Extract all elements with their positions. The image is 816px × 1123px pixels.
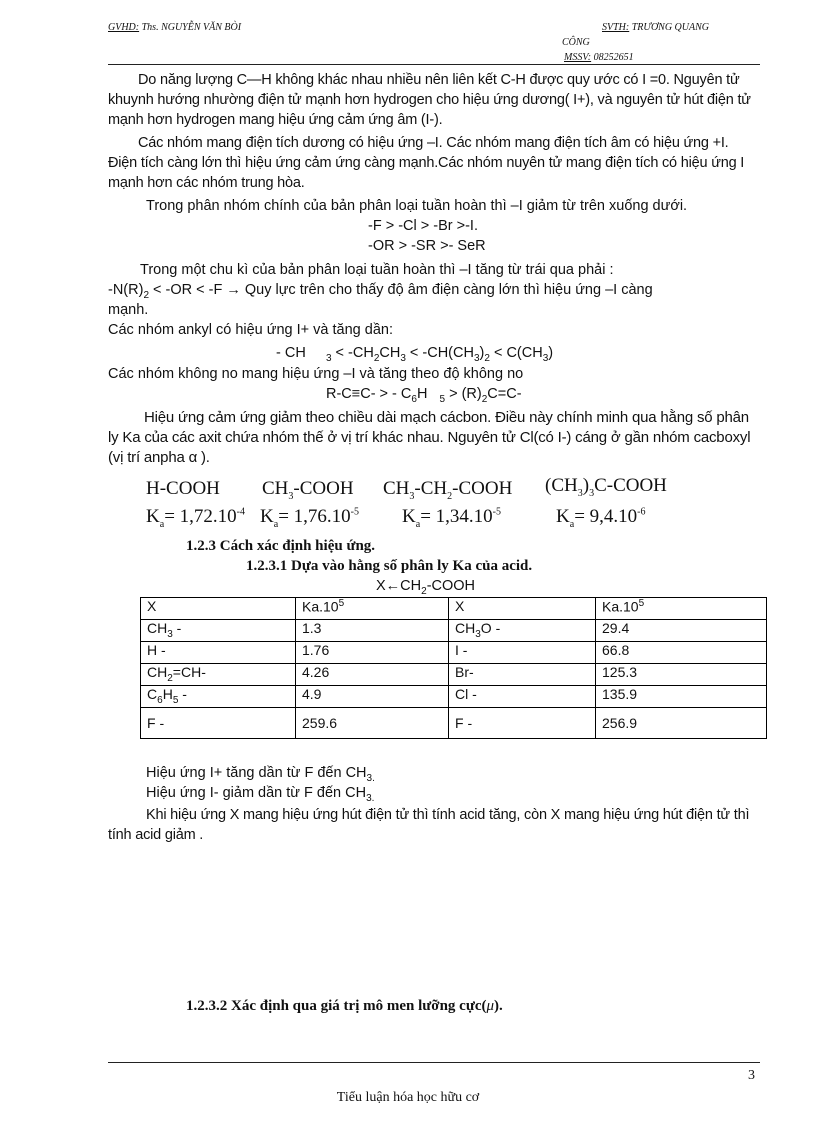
footer-rule: [108, 1062, 760, 1063]
paragraph-conclusion: Khi hiệu ứng X mang hiệu ứng hút điện tử thì tính acid tăng, còn X mang hiệu ứng hút điện tử thì tính acid giảm .: [108, 807, 750, 843]
table-cell: Cl -: [449, 686, 596, 708]
header-ka-text: Ka.10: [602, 598, 639, 615]
table-row: [141, 620, 767, 642]
table-cell: F -: [449, 708, 596, 739]
ka-propionic-value: 1,34.10: [435, 506, 493, 527]
page-number: 3: [748, 1068, 755, 1083]
table-header-row: [141, 598, 767, 620]
table-cell: 4.9: [296, 686, 449, 708]
table-cell: 29.4: [596, 620, 767, 642]
table-cell: 4.26: [296, 664, 449, 686]
paragraph-5-text: < -OR < -F → Quy lực trên cho thấy độ âm điện càng lớn thì hiệu ứng –I càng: [153, 282, 653, 298]
ka-formic: $K_a= 1,72.10^{-4}$: [146, 506, 245, 530]
paragraph-6: Các nhóm ankyl có hiệu ứng I+ và tăng dần:: [108, 322, 393, 338]
table-cell: 256.9: [596, 708, 767, 739]
table-header-cell: $Ka.10^5$: [596, 598, 767, 620]
acid-formic: H-COOH: [146, 478, 220, 499]
header-mssv: [564, 52, 634, 63]
mssv-label: MSSV:: [564, 52, 592, 63]
ka-table: [140, 597, 767, 739]
acid-acetic: $CH_3$-COOH: [262, 478, 354, 502]
equation-unsaturated: R-C≡C- > - $C_6H$ $_5 > (R)_2C=C-$: [326, 386, 522, 405]
note-i-plus-text: Hiệu ứng I+ tăng dần từ F đến CH: [146, 765, 367, 781]
heading-1-2-3-2-text: 1.2.3.2 Xác định qua giá trị mô men lưỡng cực(: [186, 998, 487, 1014]
equation-alkyl: - CH $_3 < -CH_2CH_3 < -CH(CH_3)_2 < C(CH_3)$: [276, 345, 554, 364]
ka-acetic: $K_a= 1,76.10^{-5}$: [260, 506, 359, 530]
heading-1-2-3-2-end: ).: [494, 998, 503, 1014]
mssv-value: 08252651: [593, 52, 634, 63]
ka-propionic-exp: -5: [492, 506, 501, 518]
note-i-plus: Hiệu ứng I+ tăng dần từ F đến $CH_{3.}$: [146, 765, 375, 784]
paragraph-2: Các nhóm mang điện tích dương có hiệu ứng –I. Các nhóm mang điện tích âm có hiệu ứng +I. Điện tích càng lớn thì hiệu ứng cảm ứng càng mạnh.Các nhóm nuyên tử mang điện tích có hiệu ứng I mạnh hơn các nhóm trung hòa.: [108, 135, 745, 191]
paragraph-4: Trong một chu kì của bản phân loại tuần hoàn thì –I tăng từ trái qua phải :: [140, 262, 614, 278]
heading-1-2-3-2: 1.2.3.2 Xác định qua giá trị mô men lưỡng cực(μ).: [186, 998, 503, 1014]
heading-1-2-3-1: 1.2.3.1 Dựa vào hằng số phân ly Ka của acid.: [246, 558, 533, 574]
ka-pivalic-exp: -6: [637, 506, 646, 518]
table-row: [141, 642, 767, 664]
table-cell: 125.3: [596, 664, 767, 686]
paragraph-3: Trong phân nhóm chính của bản phân loại tuần hoàn thì –I giảm từ trên xuống dưới.: [146, 198, 688, 214]
table-cell: F -: [141, 708, 296, 739]
table-row: [141, 708, 767, 739]
paragraph-8: Hiệu ứng cảm ứng giảm theo chiều dài mạch cácbon. Điều này chính minh qua hằng số phân ly Ka của các axit chứa nhóm thế ở vị trí khác nhau. Nguyên tử Cl(có I-) cáng ở gần nhóm cacboxyl (vị trí anpha α ).: [108, 409, 751, 466]
table-row: [141, 664, 767, 686]
table-cell: 66.8: [596, 642, 767, 664]
ka-propionic: $K_a= 1,34.10^{-5}$: [402, 506, 501, 530]
ka-pivalic: $K_a= 9,4.10^{-6}$: [556, 506, 646, 530]
table-cell: H -: [141, 642, 296, 664]
ka-acetic-value: 1,76.10: [293, 506, 351, 527]
table-cell: Br-: [449, 664, 596, 686]
header-supervisor: [108, 22, 241, 33]
paragraph-7: Các nhóm không no mang hiệu ứng –I và tăng theo độ không no: [108, 366, 524, 382]
header-rule: [108, 64, 760, 65]
table-header-cell: X: [449, 598, 596, 620]
ka-acetic-exp: -5: [350, 506, 359, 518]
paragraph-1: Do năng lượng C—H không khác nhau nhiều nên liên kết C-H được quy ước có I =0. Nguyên tử khuynh hướng nhường điện tử mạnh hơn hydrogen cho hiệu ứng dương( I+), và nguyên tử hút điện tử mạnh hơn hydrogen mang hiệu ứng cảm ứng âm (I-).: [108, 72, 751, 128]
table-cell: I -: [449, 642, 596, 664]
supervisor-name: Ths. NGUYỄN VĂN BÒI: [141, 22, 242, 33]
equation-halogen: -F > -Cl > -Br >-I.: [368, 218, 478, 234]
table-cell: $CH_2=CH-$: [141, 664, 296, 686]
acid-propionic: $CH_3-CH_2$-COOH: [383, 478, 513, 502]
note-i-minus-text: Hiệu ứng I- giảm dần từ F đến CH: [146, 785, 367, 801]
header-student-name2: CÔNG: [562, 37, 590, 48]
table-cell: 1.76: [296, 642, 449, 664]
note-i-minus: Hiệu ứng I- giảm dần từ F đến $CH_{3.}$: [146, 785, 375, 804]
equation-chalcogen: -OR > -SR >- SeR: [368, 238, 486, 254]
table-row: [141, 686, 767, 708]
table-cell: $CH_3O$ -: [449, 620, 596, 642]
table-cell: 259.6: [296, 708, 449, 739]
table-caption: $X\leftarrow CH_2$-COOH: [376, 578, 476, 597]
paragraph-5: $-N(R)_2 < -OR < -F$ → Quy lực trên cho thấy độ âm điện càng lớn thì hiệu ứng –I càng: [108, 282, 653, 301]
student-label: SVTH:: [602, 22, 630, 33]
table-cell: $C_6H_5$ -: [141, 686, 296, 708]
footer-title: Tiểu luận hóa học hữu cơ: [336, 1090, 480, 1105]
paragraph-5-end: mạnh.: [108, 302, 149, 318]
ka-formic-value: 1,72.10: [179, 506, 237, 527]
header-ka-text: Ka.10: [302, 598, 339, 615]
table-cell: 135.9: [596, 686, 767, 708]
header-student: [602, 22, 709, 33]
supervisor-label: GVHD:: [108, 22, 140, 33]
table-cell: $CH_3$ -: [141, 620, 296, 642]
table-cell: 1.3: [296, 620, 449, 642]
heading-1-2-3: 1.2.3 Cách xác định hiệu ứng.: [186, 538, 376, 554]
ka-formic-exp: -4: [236, 506, 245, 518]
ka-pivalic-value: 9,4.10: [589, 506, 638, 527]
student-name: TRƯƠNG QUANG: [631, 22, 709, 33]
table-header-cell: X: [141, 598, 296, 620]
table-header-cell: $Ka.10^5$: [296, 598, 449, 620]
acid-pivalic: $(CH_3)_3C$-COOH: [545, 475, 667, 499]
